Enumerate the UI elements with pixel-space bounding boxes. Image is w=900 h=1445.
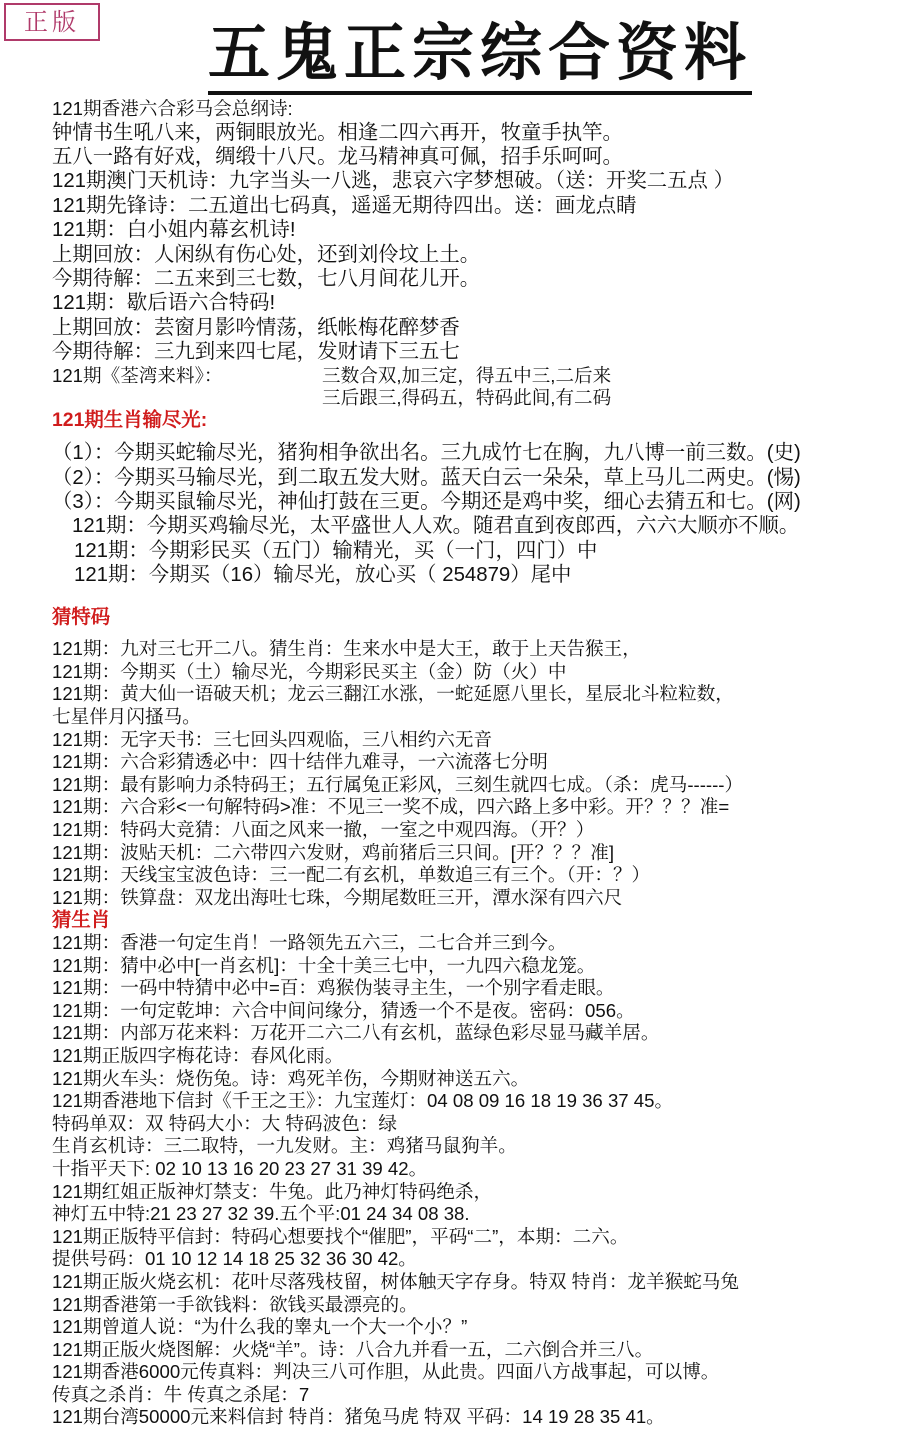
content-body (52, 98, 898, 1429)
text-line: 121期正版火烧玄机：花叶尽落残枝留，树体触天字存身。特双 特肖：龙羊猴蛇马兔 (52, 1270, 739, 1292)
text-line: 七星伴月闪搔马。 (52, 706, 201, 728)
text-line: 121期：无字天书：三七回头四观临，三八相约六无音 (52, 728, 493, 750)
text-line: 121期：今期彩民买（五门）输精光，买（一门，四门）中 (74, 539, 598, 562)
text-line: （3）：今期买鼠输尽光，神仙打鼓在三更。今期还是鸡中奖，细心去猜五和七。(网) (52, 491, 801, 514)
text-line: 121期：九对三七开二八。猜生肖：生来水中是大王，敢于上天告猴王， (52, 638, 641, 660)
text-line: 121期：猜中必中[一肖玄机]：十全十美三七中，一九四六稳龙笼。 (52, 954, 596, 976)
text-line: 121期澳门天机诗：九字当头一八逃，悲哀六字梦想破。（送：开奖二五点 ） (52, 170, 734, 193)
text-line: 121期香港第一手欲钱料：欲钱买最漂亮的。 (52, 1293, 418, 1315)
text-line: 121期：白小姐内幕玄机诗! (52, 219, 296, 242)
section-heading-shengxiao-loss: 121期生肖输尽光: (52, 408, 208, 431)
text-line: 121期：最有影响力杀特码王；五行属兔正彩风，三刻生就四七成。（杀：虎马------） (52, 773, 744, 795)
text-line: 今期待解：三九到来四七尾，发财请下三五七 (52, 341, 460, 364)
text-line: 121期：香港一句定生肖！一路领先五六三，二七合并三到今。 (52, 932, 567, 953)
quanwan-block (52, 365, 898, 409)
page-title (0, 18, 900, 88)
text-line: 121期：歇后语六合特码! (52, 292, 276, 315)
text-line: 121期香港六合彩马会总纲诗: (52, 98, 293, 119)
text-line: 121期：今期买（土）输尽光，今期彩民买主（金）防（火）中 (52, 660, 567, 682)
text-line: 传真之杀肖：牛 传真之杀尾：7 (52, 1383, 310, 1405)
text-line: （1）：今期买蛇输尽光，猪狗相争欲出名。三九成竹七在胸，九八博一前三数。(史) (52, 442, 801, 465)
zhengban-badge: 正版 (4, 3, 100, 41)
text-line: 121期：内部万花来料：万花开二六二八有玄机，蓝绿色彩尽显马藏羊居。 (52, 1022, 660, 1044)
text-line: 121期香港地下信封《千王之王》：九宝莲灯：04 08 09 16 18 19 36 37 45。 (52, 1090, 674, 1112)
text-line: 121期火车头：烧伤兔。诗：鸡死羊伤，今期财神送五六。 (52, 1067, 530, 1089)
text-line: 上期回放：人闲纵有伤心处，还到刘伶坟上土。 (52, 243, 481, 266)
text-line: 121期：天线宝宝波色诗：三一配二有玄机，单数追三有三个。（开：？） (52, 864, 651, 886)
text-line: 121期：今期买鸡输尽光，太平盛世人人欢。随君直到夜郎西，六六大顺亦不顺。 (72, 515, 800, 538)
text-line: 121期正版火烧图解：火烧“羊”。诗：八合九并看一五，二六倒合并三八。 (52, 1338, 654, 1360)
quanwan-label: 121期《荃湾来料》： (52, 364, 223, 386)
page-title-text: 五鬼正宗综合资料 (208, 16, 752, 95)
text-line: （2）：今期买马输尽光，到二取五发大财。蓝天白云一朵朵，草上马儿二两史。(惕) (52, 466, 801, 489)
text-line: 钟情书生吼八来，两铜眼放光。相逢二四六再开，牧童手执竿。 (52, 121, 623, 144)
section-heading-guess-shengxiao: 猜生肖 (52, 909, 111, 932)
text-line: 121期：六合彩<一句解特码>准：不见三一奖不成，四六路上多中彩。开？？？准= (52, 796, 730, 818)
text-line: 十指平天下: 02 10 13 16 20 23 27 31 39 42。 (52, 1157, 428, 1179)
text-line: 121期正版四字梅花诗：春风化雨。 (52, 1044, 344, 1066)
text-line: 121期：波贴天机：二六带四六发财，鸡前猪后三只间。[开？？？准] (52, 841, 614, 863)
text-line: 121期正版特平信封：特码心想要找个“催肥”，平码“二”，本期：二六。 (52, 1225, 629, 1247)
text-line: 五八一路有好戏，绸缎十八尺。龙马精神真可佩，招手乐呵呵。 (52, 146, 623, 168)
text-line: 121期：黄大仙一语破天机；龙云三翻江水涨，一蛇延愿八里长，星辰北斗粒粒数， (52, 683, 734, 705)
text-line: 121期：铁算盘：双龙出海吐七珠，今期尾数旺三开，潭水深有四六尺 (52, 886, 623, 908)
text-line: 特码单双：双 特码大小：大 特码波色：绿 (52, 1112, 398, 1134)
text-line: 生肖玄机诗：三二取特，一九发财。主：鸡猪马鼠狗羊。 (52, 1135, 517, 1157)
text-line: 121期台湾50000元来料信封 特肖：猪兔马虎 特双 平码：14 19 28 35 41。 (52, 1406, 665, 1428)
text-line: 提供号码：01 10 12 14 18 25 32 36 30 42。 (52, 1248, 417, 1270)
text-line: 121期先锋诗：二五道出七码真，遥遥无期待四出。送：画龙点睛 (52, 194, 637, 217)
quanwan-line: 三后跟三,得码五，特码此间,有二码 (322, 386, 612, 408)
text-line: 上期回放：芸窗月影吟情荡，纸帐梅花醉梦香 (52, 316, 460, 339)
text-line: 121期：特码大竞猜：八面之风来一撤，一室之中观四海。（开？） (52, 819, 595, 841)
quanwan-line: 三数合双,加三定，得五中三,二后来 (322, 364, 612, 386)
text-line: 121期曾道人说：“为什么我的睾丸一个大一个小？” (52, 1316, 468, 1338)
text-line: 121期：今期买（16）输尽光，放心买（ 254879）尾中 (74, 564, 572, 587)
section-heading-guess-tema: 猜特码 (52, 605, 111, 628)
text-line: 121期红姐正版神灯禁支：牛兔。此乃神灯特码绝杀， (52, 1180, 493, 1202)
text-line: 121期：一码中特猜中必中=百：鸡猴伪装寻主生，一个别字看走眼。 (52, 977, 615, 999)
text-line: 121期：一句定乾坤：六合中间问缘分，猜透一个不是夜。密码：056。 (52, 999, 635, 1021)
text-line: 121期：六合彩猜透必中：四十结伴九难寻，一六流落七分明 (52, 751, 548, 773)
text-line: 121期香港6000元传真料：判决三八可作胆，从此贵。四面八方战事起，可以博。 (52, 1361, 720, 1383)
text-line: 今期待解：二五来到三七数，七八月间花儿开。 (52, 268, 481, 291)
text-line: 神灯五中特:21 23 27 32 39.五个平:01 24 34 08 38. (52, 1203, 470, 1225)
